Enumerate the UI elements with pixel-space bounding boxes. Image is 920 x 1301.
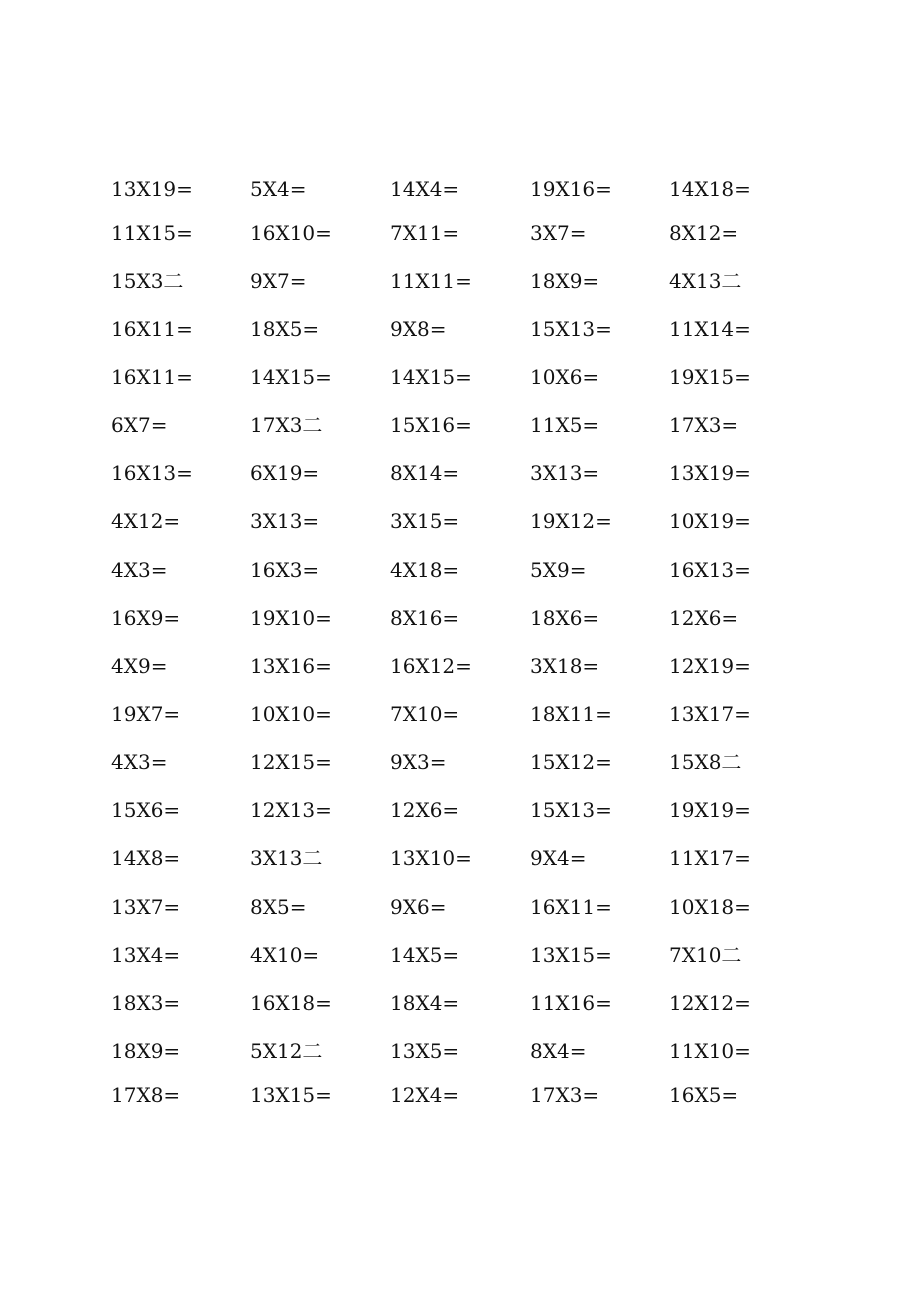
problem-cell: 13X15= [250, 1083, 332, 1107]
problem-cell: 14X15= [390, 365, 472, 389]
problem-cell: 5X12二 [250, 1039, 323, 1063]
problem-cell: 12X6= [669, 606, 739, 630]
problem-cell: 8X4= [530, 1039, 587, 1063]
problem-row [111, 1080, 811, 1110]
problem-row [111, 410, 811, 440]
problem-cell: 15X13= [530, 317, 612, 341]
problem-row [111, 699, 811, 729]
problem-cell: 13X10= [390, 846, 472, 870]
problem-cell: 16X12= [390, 654, 472, 678]
problem-cell: 8X12= [669, 221, 739, 245]
problem-row [111, 795, 811, 825]
problem-cell: 12X4= [390, 1083, 460, 1107]
problem-cell: 19X7= [111, 702, 181, 726]
problem-row [111, 218, 811, 248]
problem-cell: 14X5= [390, 943, 460, 967]
problem-row [111, 892, 811, 922]
problem-cell: 9X6= [390, 895, 447, 919]
problem-cell: 13X7= [111, 895, 181, 919]
problem-row [111, 314, 811, 344]
problem-cell: 14X8= [111, 846, 181, 870]
problem-cell: 18X4= [390, 991, 460, 1015]
problem-cell: 10X6= [530, 365, 600, 389]
problem-cell: 19X12= [530, 509, 612, 533]
problem-cell: 11X15= [111, 221, 193, 245]
problem-cell: 11X11= [390, 269, 472, 293]
problem-cell: 12X13= [250, 798, 332, 822]
problem-cell: 4X13二 [669, 269, 742, 293]
problem-cell: 10X18= [669, 895, 751, 919]
problem-cell: 14X15= [250, 365, 332, 389]
problem-row [111, 506, 811, 536]
problem-cell: 4X18= [390, 558, 460, 582]
problem-cell: 13X19= [111, 177, 193, 201]
problem-cell: 5X9= [530, 558, 587, 582]
problem-cell: 17X3= [669, 413, 739, 437]
problem-cell: 15X6= [111, 798, 181, 822]
problem-cell: 6X7= [111, 413, 168, 437]
problem-cell: 15X16= [390, 413, 472, 437]
problem-cell: 4X10= [250, 943, 320, 967]
problem-row [111, 843, 811, 873]
problem-cell: 4X12= [111, 509, 181, 533]
problem-cell: 18X11= [530, 702, 612, 726]
problem-cell: 13X17= [669, 702, 751, 726]
problem-row [111, 555, 811, 585]
problem-row [111, 603, 811, 633]
problem-cell: 8X16= [390, 606, 460, 630]
problem-cell: 3X13二 [250, 846, 323, 870]
problem-cell: 11X5= [530, 413, 600, 437]
problem-cell: 4X3= [111, 558, 168, 582]
problem-row [111, 1036, 811, 1066]
problem-cell: 16X9= [111, 606, 181, 630]
problem-row [111, 940, 811, 970]
problem-cell: 9X3= [390, 750, 447, 774]
problem-cell: 7X10二 [669, 943, 742, 967]
problem-cell: 12X6= [390, 798, 460, 822]
problem-cell: 11X10= [669, 1039, 751, 1063]
problem-cell: 17X3二 [250, 413, 323, 437]
problem-row [111, 651, 811, 681]
problem-cell: 7X11= [390, 221, 460, 245]
problem-cell: 9X8= [390, 317, 447, 341]
problem-cell: 11X14= [669, 317, 751, 341]
problem-cell: 14X4= [390, 177, 460, 201]
problem-cell: 19X15= [669, 365, 751, 389]
problem-cell: 10X19= [669, 509, 751, 533]
problem-cell: 5X4= [250, 177, 307, 201]
problem-cell: 19X16= [530, 177, 612, 201]
problem-cell: 16X11= [111, 365, 193, 389]
problem-cell: 4X3= [111, 750, 168, 774]
problem-cell: 18X9= [111, 1039, 181, 1063]
problem-cell: 3X18= [530, 654, 600, 678]
problem-cell: 17X3= [530, 1083, 600, 1107]
problem-cell: 6X19= [250, 461, 320, 485]
problem-cell: 19X19= [669, 798, 751, 822]
problem-cell: 16X18= [250, 991, 332, 1015]
problem-cell: 13X15= [530, 943, 612, 967]
problem-cell: 16X13= [111, 461, 193, 485]
problem-row [111, 458, 811, 488]
problem-cell: 15X3二 [111, 269, 184, 293]
problem-cell: 13X16= [250, 654, 332, 678]
problem-row [111, 988, 811, 1018]
problem-cell: 12X19= [669, 654, 751, 678]
problem-cell: 9X4= [530, 846, 587, 870]
problem-cell: 8X5= [250, 895, 307, 919]
problem-cell: 15X12= [530, 750, 612, 774]
problem-cell: 14X18= [669, 177, 751, 201]
problem-cell: 3X15= [390, 509, 460, 533]
problem-cell: 16X10= [250, 221, 332, 245]
problem-cell: 17X8= [111, 1083, 181, 1107]
problem-cell: 10X10= [250, 702, 332, 726]
problem-cell: 3X13= [530, 461, 600, 485]
problem-cell: 13X5= [390, 1039, 460, 1063]
problem-cell: 13X4= [111, 943, 181, 967]
problem-row [111, 174, 811, 204]
problem-row [111, 747, 811, 777]
problem-cell: 11X17= [669, 846, 751, 870]
problem-row [111, 266, 811, 296]
problem-cell: 3X13= [250, 509, 320, 533]
problem-cell: 18X3= [111, 991, 181, 1015]
problem-cell: 18X5= [250, 317, 320, 341]
problem-cell: 16X11= [530, 895, 612, 919]
problem-cell: 16X3= [250, 558, 320, 582]
problem-cell: 19X10= [250, 606, 332, 630]
problem-cell: 13X19= [669, 461, 751, 485]
problem-cell: 16X5= [669, 1083, 739, 1107]
problem-cell: 4X9= [111, 654, 168, 678]
problem-cell: 15X8二 [669, 750, 742, 774]
problem-cell: 16X11= [111, 317, 193, 341]
problem-cell: 7X10= [390, 702, 460, 726]
problem-cell: 15X13= [530, 798, 612, 822]
problem-cell: 18X6= [530, 606, 600, 630]
problem-cell: 12X15= [250, 750, 332, 774]
problem-cell: 11X16= [530, 991, 612, 1015]
problem-row [111, 362, 811, 392]
problem-cell: 9X7= [250, 269, 307, 293]
problem-cell: 16X13= [669, 558, 751, 582]
problem-cell: 18X9= [530, 269, 600, 293]
problem-cell: 8X14= [390, 461, 460, 485]
problem-cell: 12X12= [669, 991, 751, 1015]
problem-cell: 3X7= [530, 221, 587, 245]
